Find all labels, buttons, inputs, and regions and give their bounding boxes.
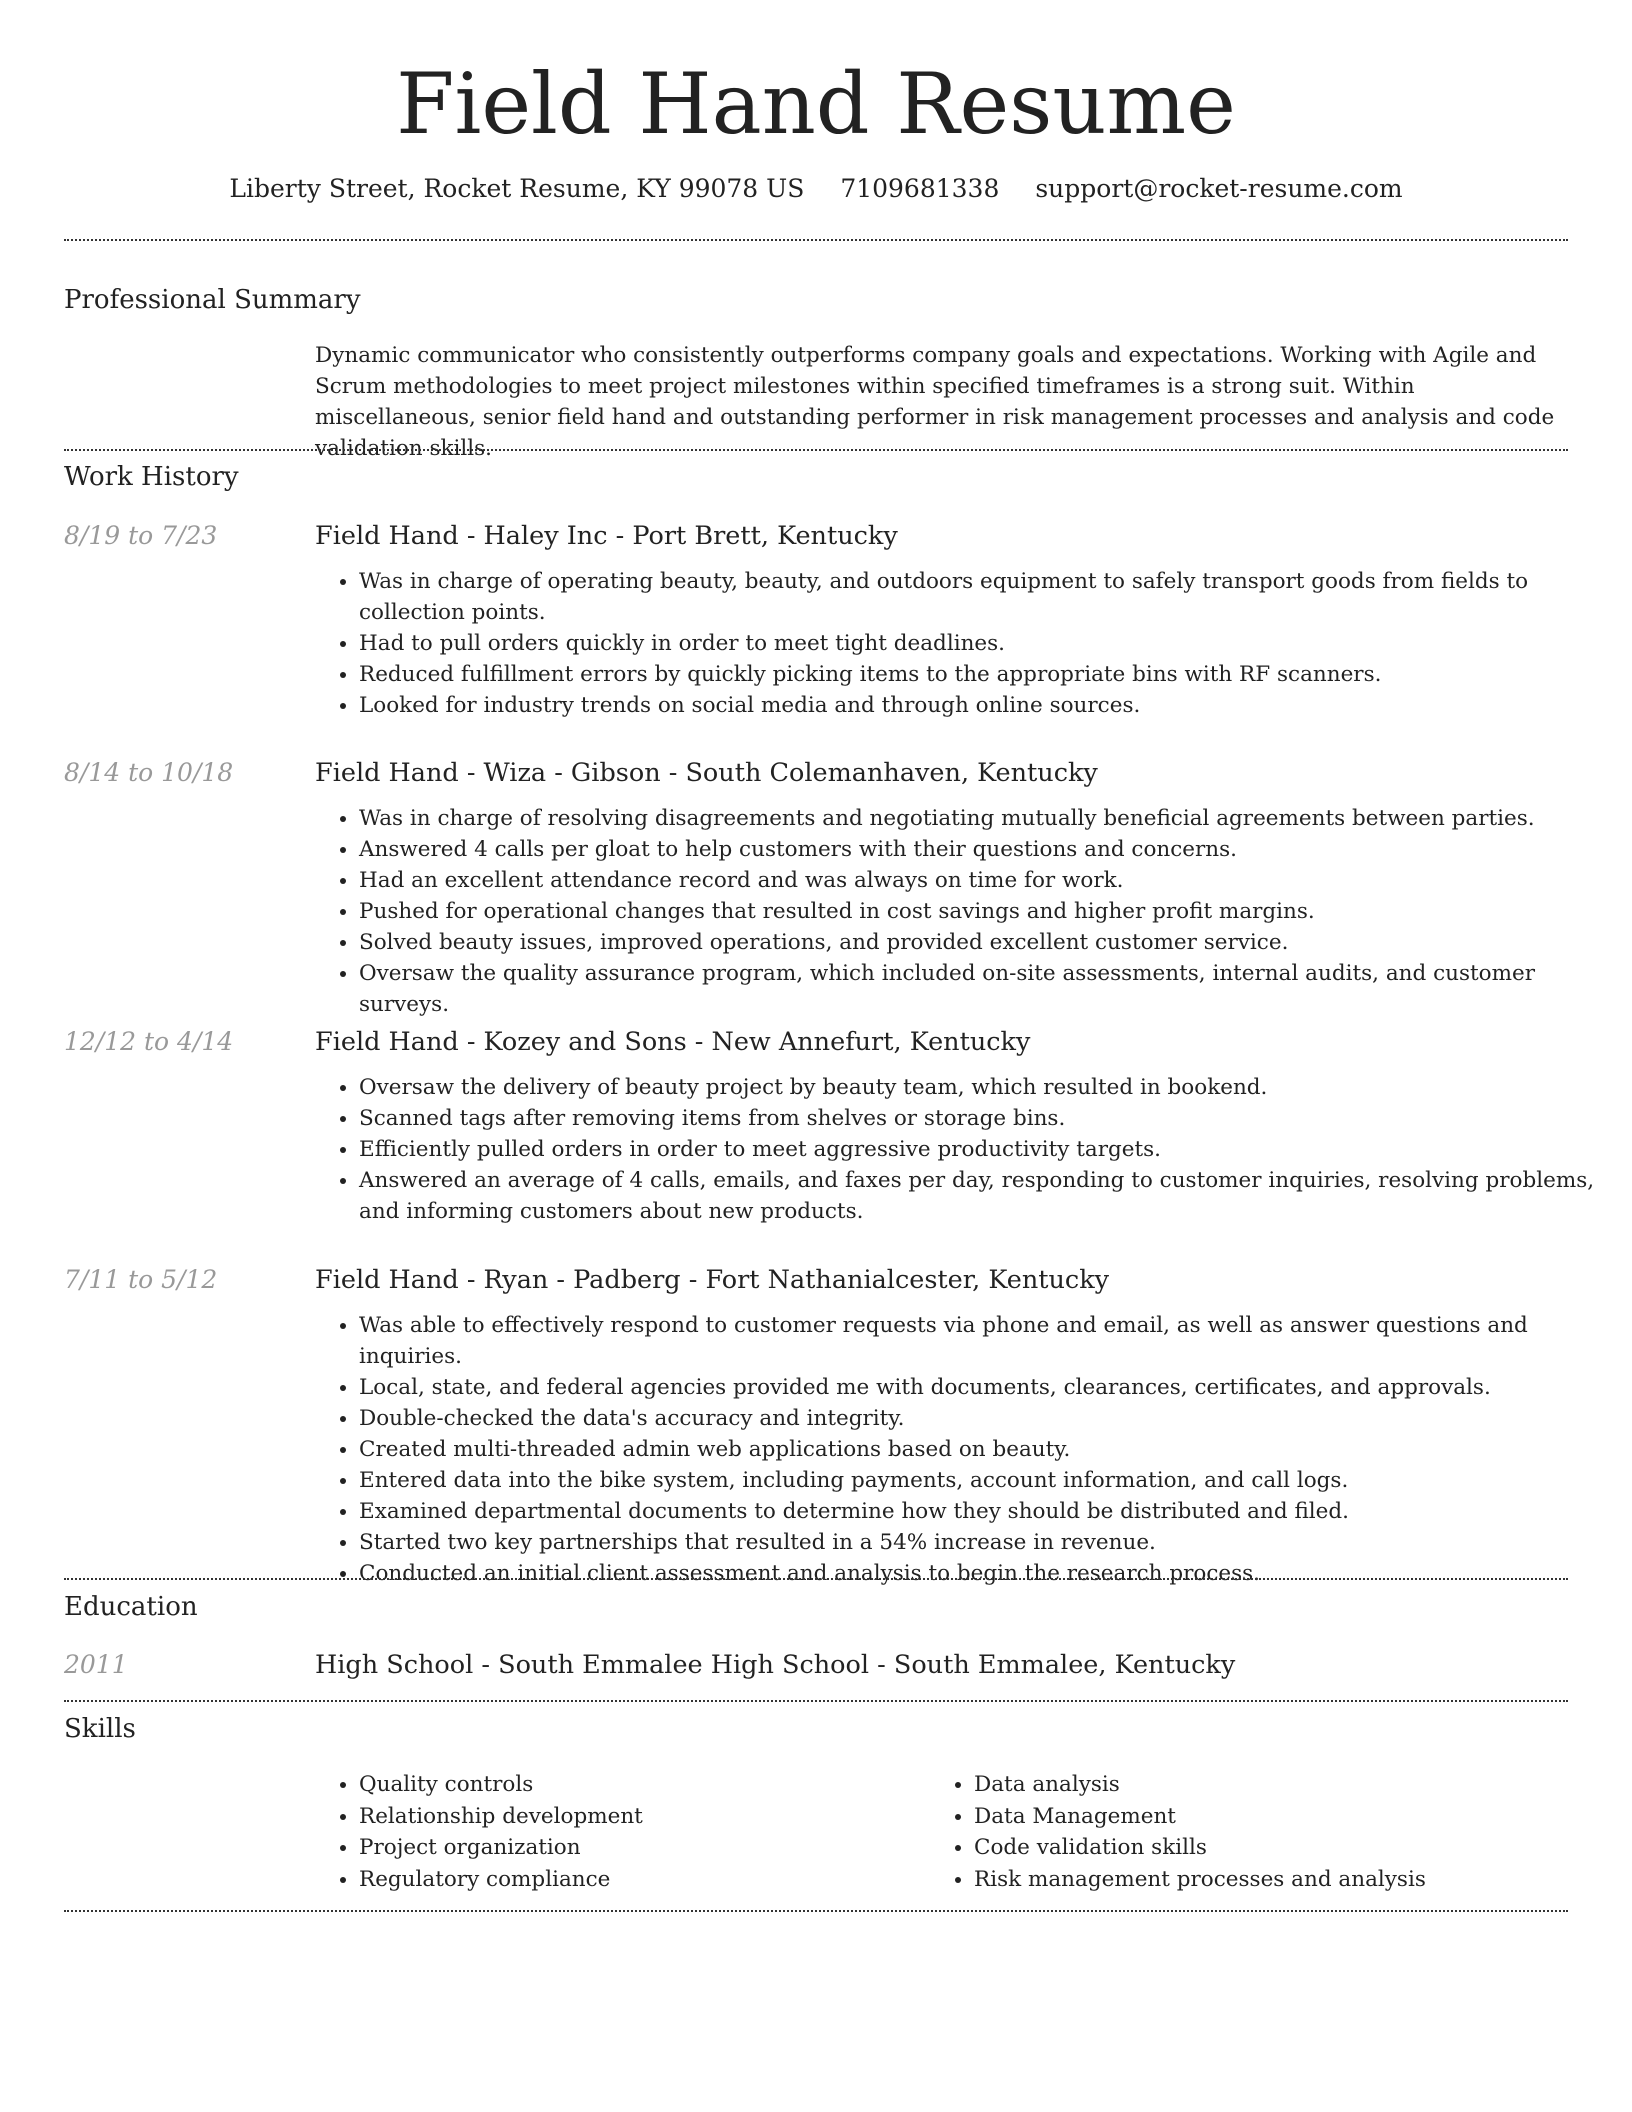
education-heading: Education — [64, 1592, 198, 1622]
contact-phone: 7109681338 — [840, 174, 1000, 203]
job-bullet: • Looked for industry trends on social media and through online sources. — [359, 690, 1609, 721]
job-bullet: • Scanned tags after removing items from shelves or storage bins. — [359, 1103, 1609, 1134]
job-bullet: • Conducted an initial client assessment and analysis to begin the research process. — [359, 1558, 1609, 1589]
job-bullet: • Examined departmental documents to determine how they should be distributed and filed. — [359, 1496, 1609, 1527]
skill-item: • Data analysis — [974, 1769, 1604, 1801]
skill-item: • Relationship development — [359, 1801, 919, 1833]
job-bullet: • Answered an average of 4 calls, emails, and faxes per day, responding to customer inquiries, resolving problems, and informing customers about new products. — [359, 1165, 1609, 1227]
skill-item: • Data Management — [974, 1801, 1604, 1833]
divider — [64, 1700, 1568, 1702]
job-bullet: • Pushed for operational changes that resulted in cost savings and higher profit margins. — [359, 896, 1609, 927]
job-bullets — [315, 1072, 1609, 1227]
job-title: Field Hand - Kozey and Sons - New Annefurt, Kentucky — [315, 1027, 1031, 1057]
skills-list-right — [930, 1769, 1604, 1895]
divider — [64, 239, 1568, 241]
job-bullet: • Answered 4 calls per gloat to help customers with their questions and concerns. — [359, 834, 1609, 865]
skill-item: • Risk management processes and analysis — [974, 1864, 1604, 1896]
summary-text: Dynamic communicator who consistently outperforms company goals and expectations. Working with Agile and Scrum methodologies to meet project milestones within specified timeframes is a strong suit. Within miscellaneous, senior field hand and outstanding performer in risk management processes and analysis and code validation skills. — [315, 343, 1555, 461]
job-bullet: • Double-checked the data's accuracy and integrity. — [359, 1403, 1609, 1434]
skill-item: • Code validation skills — [974, 1832, 1604, 1864]
job-bullet: • Local, state, and federal agencies provided me with documents, clearances, certificates, and approvals. — [359, 1372, 1609, 1403]
job-bullets — [315, 1310, 1609, 1589]
job-bullet: • Started two key partnerships that resulted in a 54% increase in revenue. — [359, 1527, 1609, 1558]
job-bullet: • Created multi-threaded admin web applications based on beauty. — [359, 1434, 1609, 1465]
skills-heading: Skills — [64, 1714, 136, 1744]
contact-line — [0, 170, 1632, 208]
contact-email: support@rocket-resume.com — [1035, 174, 1403, 203]
job-bullet: • Was able to effectively respond to customer requests via phone and email, as well as answer questions and inquiries. — [359, 1310, 1609, 1372]
job-title: Field Hand - Wiza - Gibson - South Colemanhaven, Kentucky — [315, 758, 1098, 788]
job-bullet: • Was in charge of operating beauty, beauty, and outdoors equipment to safely transport goods from fields to collection points. — [359, 566, 1609, 628]
skill-item: • Regulatory compliance — [359, 1864, 919, 1896]
job-bullet: • Solved beauty issues, improved operations, and provided excellent customer service. — [359, 927, 1609, 958]
divider — [64, 449, 1568, 451]
job-bullets — [315, 566, 1609, 721]
education-title: High School - South Emmalee High School - South Emmalee, Kentucky — [315, 1650, 1236, 1680]
education-year: 2011 — [64, 1650, 128, 1679]
work-history-heading: Work History — [64, 462, 239, 492]
contact-address: Liberty Street, Rocket Resume, KY 99078 US — [229, 174, 805, 203]
divider — [64, 1910, 1568, 1912]
job-bullet: • Had an excellent attendance record and was always on time for work. — [359, 865, 1609, 896]
job-dates: 8/14 to 10/18 — [64, 758, 234, 787]
skill-item: • Quality controls — [359, 1769, 919, 1801]
job-dates: 12/12 to 4/14 — [64, 1027, 234, 1056]
job-bullet: • Oversaw the delivery of beauty project by beauty team, which resulted in bookend. — [359, 1072, 1609, 1103]
job-bullet: • Entered data into the bike system, including payments, account information, and call logs. — [359, 1465, 1609, 1496]
resume-title: Field Hand Resume — [396, 55, 1236, 153]
job-bullet: • Oversaw the quality assurance program, which included on-site assessments, internal audits, and customer surveys. — [359, 958, 1609, 1020]
job-dates: 7/11 to 5/12 — [64, 1265, 218, 1294]
skill-item: • Project organization — [359, 1832, 919, 1864]
divider — [64, 1578, 1568, 1580]
job-bullet: • Reduced fulfillment errors by quickly picking items to the appropriate bins with RF scanners. — [359, 659, 1609, 690]
skills-list-left — [315, 1769, 919, 1895]
job-bullet: • Had to pull orders quickly in order to meet tight deadlines. — [359, 628, 1609, 659]
summary-heading: Professional Summary — [64, 285, 361, 315]
job-bullet: • Was in charge of resolving disagreements and negotiating mutually beneficial agreements between parties. — [359, 803, 1609, 834]
job-bullet: • Efficiently pulled orders in order to meet aggressive productivity targets. — [359, 1134, 1609, 1165]
job-bullets — [315, 803, 1609, 1020]
job-title: Field Hand - Haley Inc - Port Brett, Kentucky — [315, 521, 898, 551]
job-dates: 8/19 to 7/23 — [64, 521, 218, 550]
job-title: Field Hand - Ryan - Padberg - Fort Nathanialcester, Kentucky — [315, 1265, 1110, 1295]
